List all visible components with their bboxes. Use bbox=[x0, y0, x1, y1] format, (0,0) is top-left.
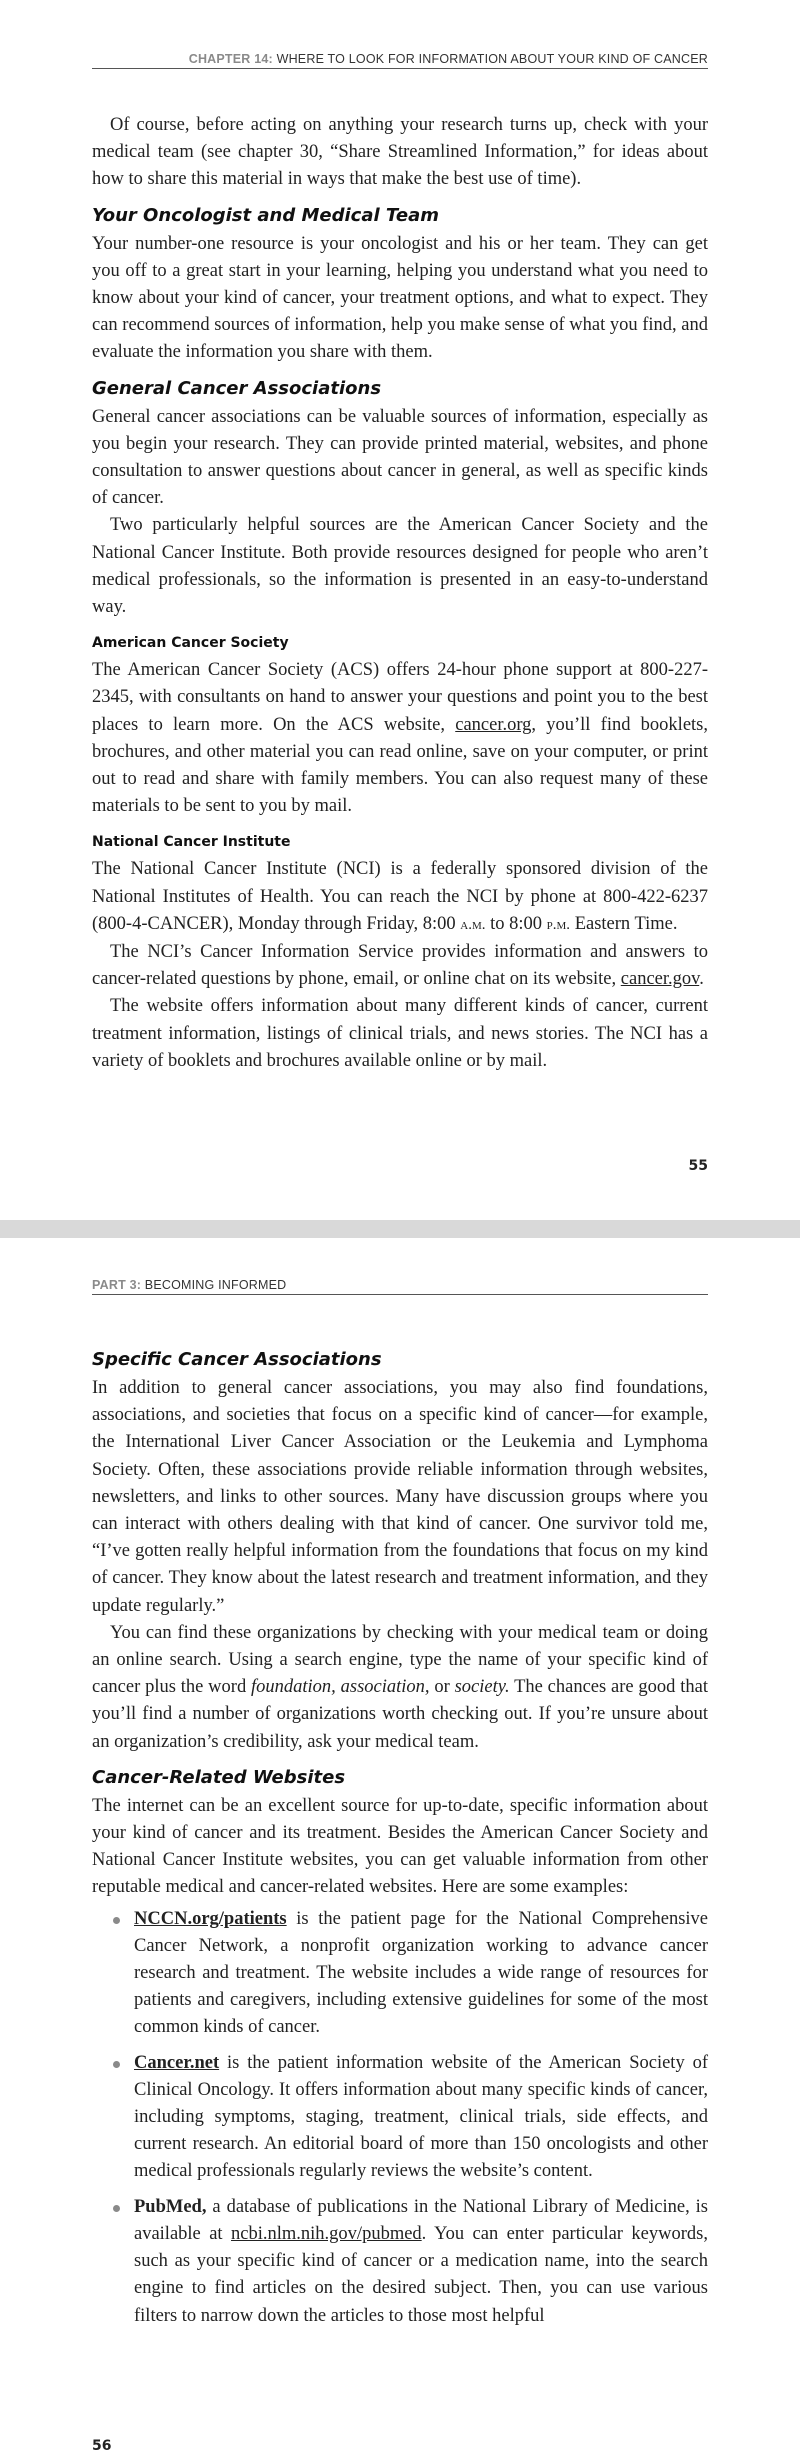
nci-paragraph-2: The NCI’s Cancer Information Service provides information and answers to cancer-related questions by phone, email, or online chat on its website, cancer.gov. bbox=[92, 942, 708, 990]
acs-paragraph: The American Cancer Society (ACS) offers 24-hour phone support at 800-227-2345, with consultants on hand to answer your questions and point you to the best places to learn more. On the ACS website, cancer.org, you’ll find booklets, brochures, and other material you can read online, save on your computer, or print out to read and share with family members. You can also request many of these materials to be sent to you by mail. bbox=[92, 660, 708, 817]
pubmed-name: PubMed, bbox=[134, 2196, 207, 2217]
section-heading-oncologist: Your Oncologist and Medical Team bbox=[92, 204, 439, 226]
intro-paragraph: Of course, before acting on anything your research turns up, check with your medical team (see chapter 30, “Share Streamlined Information,” for ideas about how to share this material in ways that make the best use of time). bbox=[92, 115, 708, 190]
page-number: 56 bbox=[92, 2438, 112, 2454]
subheading-acs: American Cancer Society bbox=[92, 635, 289, 652]
chapter-label: CHAPTER 14: bbox=[188, 52, 273, 66]
bullet-icon bbox=[113, 2061, 120, 2068]
section-heading-websites: Cancer-Related Websites bbox=[92, 1766, 346, 1788]
section-heading-general: General Cancer Associations bbox=[92, 377, 382, 399]
list-item-nccn: NCCN.org/patients is the patient page for the National Comprehensive Cancer Network, a nonprofit organization working to advance cancer research and treatment. The website includes a wide range of resources for patients and caregivers, including extensive guidelines for some of the most common kinds of cancer. bbox=[92, 1906, 708, 2042]
general-paragraph-2: Two particularly helpful sources are the American Cancer Society and the National Cancer Institute. Both provide resources designed for people who aren’t medical professionals, so the information is presented in an easy-to-understand way. bbox=[92, 515, 708, 618]
nci-paragraph-1: The National Cancer Institute (NCI) is a federally sponsored division of the National Institutes of Health. You can reach the NCI by phone at 800-422-6237 (800-4-CANCER), Monday through Friday, 8:00 a.m. to 8:00 p.m. Eastern Time. bbox=[92, 859, 708, 934]
list-item-cancer-net: Cancer.net is the patient information website of the American Society of Clinical Oncology. It offers information about many specific kinds of cancer, including symptoms, staging, treatment, clinical trials, side effects, and current research. An editorial board of more than 150 oncologists and other medical professionals regularly reviews the website’s content. bbox=[92, 2050, 708, 2186]
general-paragraph-1: General cancer associations can be valuable sources of information, especially as you begin your research. They can provide printed material, websites, and phone consultation to answer questions about cancer in general, as well as specific kinds of cancer. bbox=[92, 406, 708, 509]
page-divider bbox=[0, 1220, 800, 1238]
running-head bbox=[92, 1278, 708, 1295]
section-heading-specific: Specific Cancer Associations bbox=[92, 1349, 382, 1370]
part-title: BECOMING INFORMED bbox=[144, 1278, 287, 1292]
running-head bbox=[92, 52, 708, 69]
nccn-link[interactable]: NCCN.org/patients bbox=[134, 1908, 287, 1929]
website-list bbox=[92, 1906, 708, 2330]
nci-paragraph-3: The website offers information about many different kinds of cancer, current treatment information, listings of clinical trials, and news stories. The NCI has a variety of booklets and brochures available online or by mail. bbox=[92, 996, 708, 1071]
chapter-title: WHERE TO LOOK FOR INFORMATION ABOUT YOUR KIND OF CANCER bbox=[276, 52, 708, 66]
specific-paragraph-2: You can find these organizations by checking with your medical team or doing an online search. Using a search engine, type the name of your specific kind of cancer plus the word foundation, association, or society. The chances are good that you’ll find a number of organizations worth checking out. If you’re unsure about an organization’s credibility, ask your medical team. bbox=[92, 1622, 708, 1752]
nci-website-link[interactable]: cancer.gov bbox=[620, 969, 700, 990]
page-number: 55 bbox=[688, 1158, 708, 1174]
bullet-icon bbox=[113, 1917, 120, 1924]
page-56 bbox=[0, 1238, 800, 2462]
list-item-pubmed: PubMed, a database of publications in the National Library of Medicine, is available at ncbi.nlm.nih.gov/pubmed. You can enter particular keywords, such as your specific kind of cancer or a medication name, into the search engine to find articles on the desired subject. Then, you can use various filters to narrow down the articles to those most helpful bbox=[92, 2194, 708, 2330]
subheading-nci: National Cancer Institute bbox=[92, 834, 291, 851]
page-content bbox=[92, 1338, 708, 2338]
pubmed-link[interactable]: ncbi.nlm.nih.gov/pubmed bbox=[231, 2223, 422, 2244]
page-content bbox=[92, 112, 708, 1075]
cancer-net-link[interactable]: Cancer.net bbox=[134, 2052, 220, 2073]
part-label: PART 3: bbox=[92, 1278, 142, 1292]
acs-website-link[interactable]: cancer.org bbox=[455, 714, 532, 735]
bullet-icon bbox=[113, 2205, 120, 2212]
websites-intro: The internet can be an excellent source for up-to-date, specific information about your kind of cancer and its treatment. Besides the American Cancer Society and National Cancer Institute websites, you can get valuable information from other reputable medical and cancer-related websites. Here are some examples: bbox=[92, 1795, 708, 1898]
specific-paragraph-1: In addition to general cancer associations, you may also find foundations, associations, and societies that focus on a specific kind of cancer—for example, the International Liver Cancer Association or the Leukemia and Lymphoma Society. Often, these associations provide reliable information through websites, newsletters, and links to other sources. Many have discussion groups where you can interact with others dealing with that kind of cancer. One survivor told me, “I’ve gotten really helpful information from the foundations that focus on my kind of cancer. They know about the latest research and treatment information, and they update regularly.” bbox=[92, 1378, 708, 1616]
page-55 bbox=[0, 0, 800, 1220]
oncologist-paragraph: Your number-one resource is your oncologist and his or her team. They can get you off to a great start in your learning, helping you understand what you need to know about your kind of cancer, your treatment options, and what to expect. They can recommend sources of information, help you make sense of what you find, and evaluate the information you share with them. bbox=[92, 233, 708, 363]
